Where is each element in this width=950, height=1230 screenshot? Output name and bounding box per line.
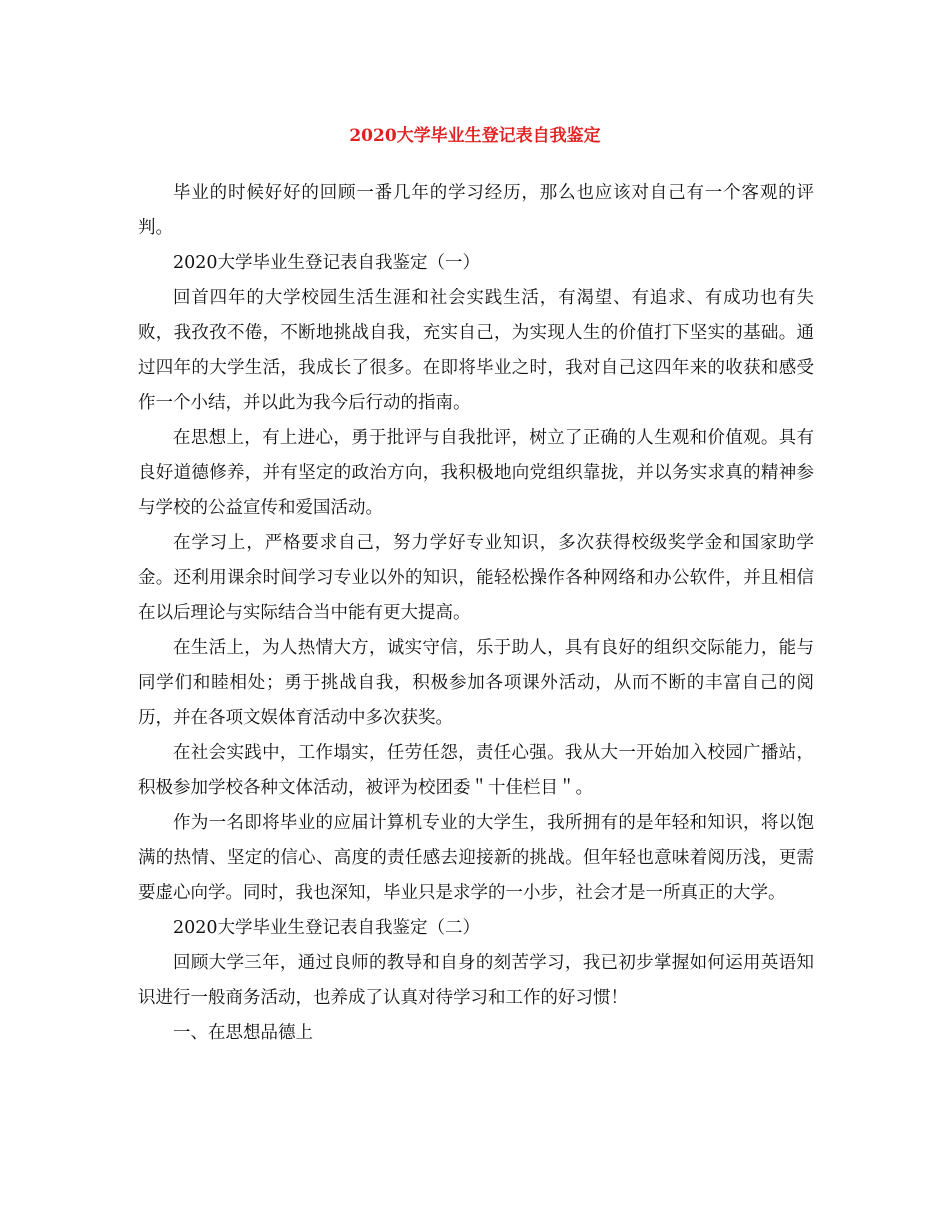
body-paragraph: 在学习上，严格要求自己，努力学好专业知识，多次获得校级奖学金和国家助学金。还利用课余时间学习专业以外的知识，能轻松操作各种网络和办公软件，并且相信在以后理论与实际结合当中能有更大提高。 bbox=[138, 533, 814, 623]
body-paragraph: 作为一名即将毕业的应届计算机专业的大学生，我所拥有的是年轻和知识，将以饱满的热情、坚定的信心、高度的责任感去迎接新的挑战。但年轻也意味着阅历浅，更需要虚心向学。同时，我也深知，毕业只是求学的一小步，社会才是一所真正的大学。 bbox=[138, 813, 814, 903]
body-paragraph: 在思想上，有上进心，勇于批评与自我批评，树立了正确的人生观和价值观。具有良好道德修养，并有坚定的政治方向，我积极地向党组织靠拢，并以务实求真的精神参与学校的公益宣传和爱国活动。 bbox=[138, 428, 814, 518]
section-heading-one: 2020大学毕业生登记表自我鉴定（一） bbox=[173, 253, 481, 273]
intro-paragraph: 毕业的时候好好的回顾一番几年的学习经历，那么也应该对自己有一个客观的评判。 bbox=[138, 183, 814, 238]
section-heading-two: 2020大学毕业生登记表自我鉴定（二） bbox=[173, 918, 481, 938]
body-paragraph: 回顾大学三年，通过良师的教导和自身的刻苦学习，我已初步掌握如何运用英语知识进行一般商务活动，也养成了认真对待学习和工作的好习惯！ bbox=[138, 953, 814, 1008]
document-body bbox=[138, 176, 814, 1051]
body-paragraph: 回首四年的大学校园生活生涯和社会实践生活，有渴望、有追求、有成功也有失败，我孜孜不倦，不断地挑战自我，充实自己，为实现人生的价值打下坚实的基础。通过四年的大学生活，我成长了很多。在即将毕业之时，我对自己这四年来的收获和感受作一个小结，并以此为我今后行动的指南。 bbox=[138, 288, 814, 413]
document-title: 2020大学毕业生登记表自我鉴定 bbox=[349, 126, 601, 146]
body-paragraph: 在社会实践中，工作塌实，任劳任怨，责任心强。我从大一开始加入校园广播站，积极参加学校各种文体活动，被评为校团委＂十佳栏目＂。 bbox=[138, 743, 814, 798]
body-paragraph: 在生活上，为人热情大方，诚实守信，乐于助人，具有良好的组织交际能力，能与同学们和睦相处；勇于挑战自我，积极参加各项课外活动，从而不断的丰富自己的阅历，并在各项文娱体育活动中多次获奖。 bbox=[138, 638, 814, 728]
subsection-heading: 一、在思想品德上 bbox=[173, 1023, 313, 1043]
